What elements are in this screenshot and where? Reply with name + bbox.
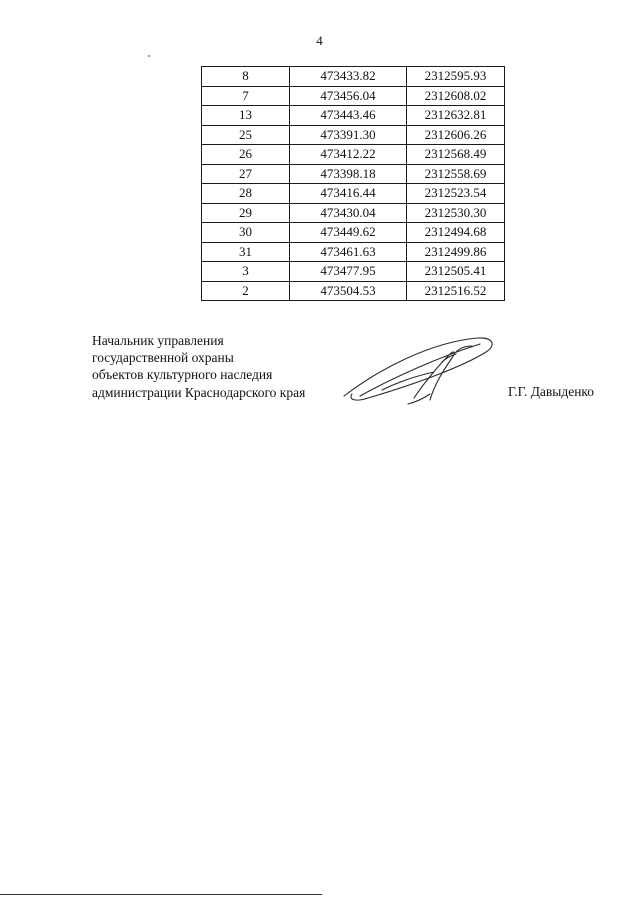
point-number-cell: 3 [202, 262, 290, 282]
table-row [202, 262, 505, 282]
y-coordinate-cell: 2312499.86 [407, 242, 505, 262]
x-coordinate-cell: 473449.62 [290, 223, 407, 243]
scan-dot [148, 55, 150, 57]
point-number-cell: 25 [202, 125, 290, 145]
table-row [202, 203, 505, 223]
x-coordinate-cell: 473456.04 [290, 86, 407, 106]
point-number-cell: 26 [202, 145, 290, 165]
table-row [202, 86, 505, 106]
table-row [202, 281, 505, 301]
point-number-cell: 8 [202, 67, 290, 87]
x-coordinate-cell: 473391.30 [290, 125, 407, 145]
coordinates-table [201, 66, 505, 301]
y-coordinate-cell: 2312606.26 [407, 125, 505, 145]
y-coordinate-cell: 2312523.54 [407, 184, 505, 204]
table-row [202, 242, 505, 262]
table-row [202, 223, 505, 243]
signatory-name: Г.Г. Давыденко [508, 384, 595, 399]
point-number-cell: 7 [202, 86, 290, 106]
x-coordinate-cell: 473416.44 [290, 184, 407, 204]
y-coordinate-cell: 2312568.49 [407, 145, 505, 165]
point-number-cell: 2 [202, 281, 290, 301]
x-coordinate-cell: 473430.04 [290, 203, 407, 223]
page-number: 4 [316, 33, 323, 48]
table-row [202, 145, 505, 165]
point-number-cell: 13 [202, 106, 290, 126]
y-coordinate-cell: 2312558.69 [407, 164, 505, 184]
y-coordinate-cell: 2312530.30 [407, 203, 505, 223]
x-coordinate-cell: 473461.63 [290, 242, 407, 262]
y-coordinate-cell: 2312632.81 [407, 106, 505, 126]
x-coordinate-cell: 473504.53 [290, 281, 407, 301]
y-coordinate-cell: 2312505.41 [407, 262, 505, 282]
y-coordinate-cell: 2312595.93 [407, 67, 505, 87]
signatory-title-line-1: Начальник управления [92, 333, 224, 348]
table-row [202, 164, 505, 184]
x-coordinate-cell: 473398.18 [290, 164, 407, 184]
x-coordinate-cell: 473412.22 [290, 145, 407, 165]
coordinates-table-body [202, 67, 505, 301]
signatory-title-line-2: государственной охраны [92, 350, 234, 366]
point-number-cell: 30 [202, 223, 290, 243]
point-number-cell: 27 [202, 164, 290, 184]
x-coordinate-cell: 473477.95 [290, 262, 407, 282]
table-row [202, 125, 505, 145]
x-coordinate-cell: 473443.46 [290, 106, 407, 126]
table-row [202, 106, 505, 126]
signatory-title [92, 332, 305, 401]
x-coordinate-cell: 473433.82 [290, 67, 407, 87]
point-number-cell: 31 [202, 242, 290, 262]
handwritten-signature [338, 328, 498, 410]
table-row [202, 184, 505, 204]
signatory-title-line-4: администрации Краснодарского края [92, 384, 306, 400]
point-number-cell: 28 [202, 184, 290, 204]
y-coordinate-cell: 2312608.02 [407, 86, 505, 106]
point-number-cell: 29 [202, 203, 290, 223]
table-row [202, 67, 505, 87]
signatory-title-line-3: объектов культурного наследия [92, 367, 273, 383]
y-coordinate-cell: 2312494.68 [407, 223, 505, 243]
y-coordinate-cell: 2312516.52 [407, 281, 505, 301]
footer-rule [0, 894, 322, 895]
